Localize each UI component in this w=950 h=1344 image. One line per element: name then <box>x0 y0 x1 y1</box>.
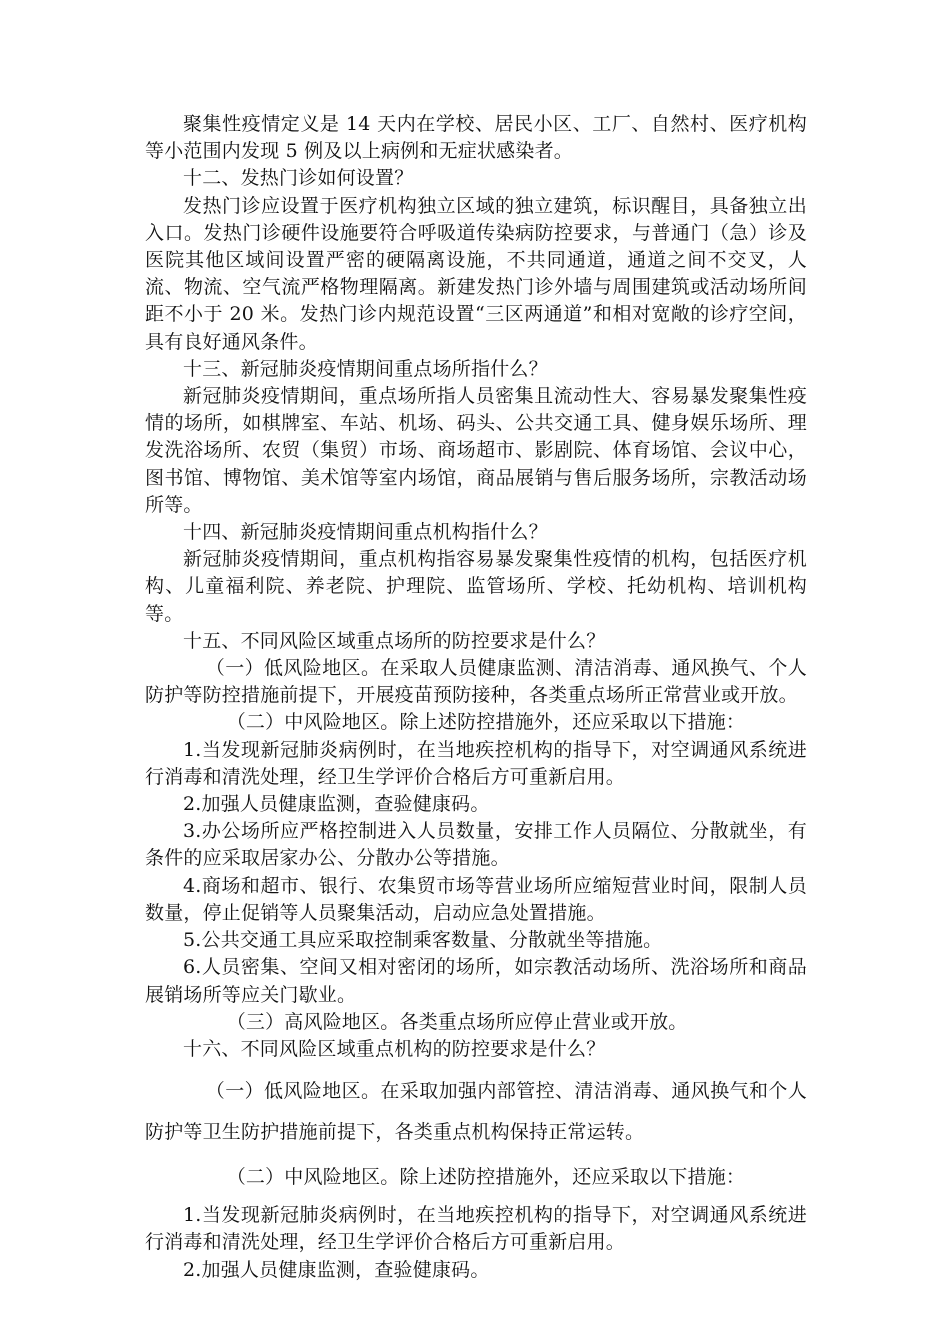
paragraph-fever-clinic: 发热门诊应设置于医疗机构独立区域的独立建筑，标识醒目，具备独立出入口。发热门诊硬件设施要符合呼吸道传染病防控要求，与普通门（急）诊及医院其他区域间设置严密的硬隔离设施，不共同通道，通道之间不交叉，人流、物流、空气流严格物理隔离。新建发热门诊外墙与周围建筑或活动场所间距不小于 20 米。发热门诊内规范设置“三区两通道”和相对宽敞的诊疗空间，具有良好通风条件。 <box>145 194 807 353</box>
heading-14: 十四、新冠肺炎疫情期间重点机构指什么？ <box>183 521 548 544</box>
heading-15: 十五、不同风险区域重点场所的防控要求是什么？ <box>183 629 606 652</box>
list-item-2-institutions: 2.加强人员健康监测，查验健康码。 <box>183 1258 490 1281</box>
list-item-3: 3.办公场所应严格控制进入人员数量，安排工作人员隔位、分散就坐，有条件的应采取居家办公、分散办公等措施。 <box>145 820 807 870</box>
list-item-2: 2.加强人员健康监测，查验健康码。 <box>183 793 490 816</box>
heading-12: 十二、发热门诊如何设置？ <box>183 167 414 190</box>
list-item-4: 4.商场和超市、银行、农集贸市场等营业场所应缩短营业时间，限制人员数量，停止促销等人员聚集活动，启动应急处置措施。 <box>145 874 807 924</box>
paragraph-key-places: 新冠肺炎疫情期间，重点场所指人员密集且流动性大、容易暴发聚集性疫情的场所，如棋牌室、车站、机场、码头、公共交通工具、健身娱乐场所、理发洗浴场所、农贸（集贸）市场、商场超市、影剧院、体育场馆、会议中心，图书馆、博物馆、美术馆等室内场馆，商品展销与售后服务场所，宗教活动场所等。 <box>145 385 807 516</box>
heading-13: 十三、新冠肺炎疫情期间重点场所指什么？ <box>183 357 548 380</box>
list-item-6: 6.人员密集、空间又相对密闭的场所，如宗教活动场所、洗浴场所和商品展销场所等应关门歇业。 <box>145 956 807 1006</box>
paragraph-cluster-definition: 聚集性疫情定义是 14 天内在学校、居民小区、工厂、自然村、医疗机构等小范围内发现 5 例及以上病例和无症状感染者。 <box>145 113 807 163</box>
document-page <box>145 111 807 1284</box>
paragraph-low-risk-places: （一）低风险地区。在采取人员健康监测、清洁消毒、通风换气、个人防护等防控措施前提下，开展疫苗预防接种，各类重点场所正常营业或开放。 <box>145 657 807 707</box>
paragraph-low-risk-institutions: （一）低风险地区。在采取加强内部管控、清洁消毒、通风换气和个人防护等卫生防护措施前提下，各类重点机构保持正常运转。 <box>145 1080 807 1144</box>
list-item-1-institutions: 1.当发现新冠肺炎病例时，在当地疾控机构的指导下，对空调通风系统进行消毒和清洗处理，经卫生学评价合格后方可重新启用。 <box>145 1204 807 1254</box>
paragraph-high-risk-places: （三）高风险地区。各类重点场所应停止营业或开放。 <box>226 1010 688 1033</box>
paragraph-medium-risk-places: （二）中风险地区。除上述防控措施外，还应采取以下措施： <box>226 711 746 734</box>
paragraph-medium-risk-institutions: （二）中风险地区。除上述防控措施外，还应采取以下措施： <box>226 1166 746 1189</box>
list-item-5: 5.公共交通工具应采取控制乘客数量、分散就坐等措施。 <box>183 929 663 952</box>
heading-16: 十六、不同风险区域重点机构的防控要求是什么？ <box>183 1037 606 1060</box>
paragraph-key-institutions: 新冠肺炎疫情期间，重点机构指容易暴发聚集性疫情的机构，包括医疗机构、儿童福利院、养老院、护理院、监管场所、学校、托幼机构、培训机构等。 <box>145 548 807 625</box>
list-item-1: 1.当发现新冠肺炎病例时，在当地疾控机构的指导下，对空调通风系统进行消毒和清洗处理，经卫生学评价合格后方可重新启用。 <box>145 738 807 788</box>
